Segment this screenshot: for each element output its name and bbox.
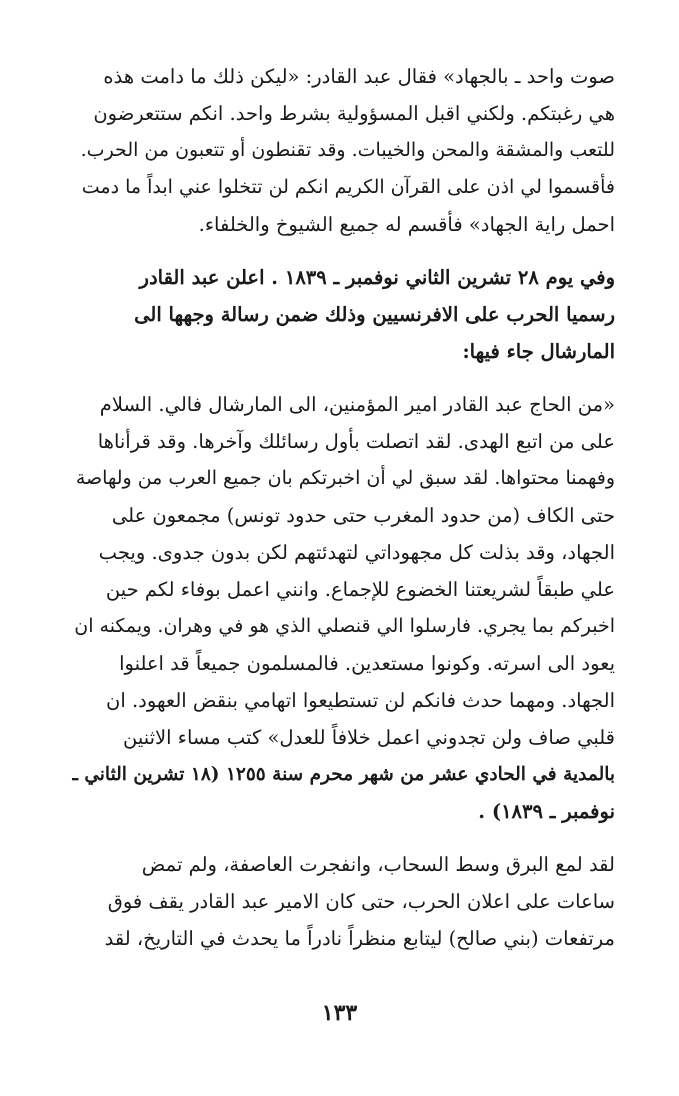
text-line: نوفمبر ـ ١٨٣٩) . (478, 800, 615, 823)
text-line: ساعات على اعلان الحرب، حتى كان الامير عبد القادر يقف فوق (107, 890, 615, 913)
paragraph-storm (70, 846, 615, 957)
text-line: الجهاد، وقد بذلت كل مجهوداتي لتهدئتهم لكن بدون جدوى. ويجب (98, 541, 615, 564)
text-line: اخبركم بما يجري. فارسلوا الي قنصلي الذي هو في وهران. ويمكنه ان (74, 615, 615, 637)
text-line: الجهاد. ومهما حدث فانكم لن تستطيعوا اتهامي بنقض العهود. ان (106, 689, 615, 712)
paragraph-letter (70, 386, 615, 830)
text-line: للتعب والمشقة والمحن والخيبات. وقد تقنطون أو تتعبون من الحرب. (80, 139, 615, 161)
page-number: ١٣٣ (321, 1000, 358, 1026)
text-line: على من اتبع الهدى. لقد اتصلت بأول رسائلك وآخرها. وقد قرأناها (97, 430, 615, 453)
paragraph-oath (70, 58, 615, 243)
text-line: المارشال جاء فيها: (462, 340, 615, 363)
text-line: رسميا الحرب على الافرنسيين وذلك ضمن رسالة وجهها الى (134, 303, 615, 326)
text-line: بالمدية في الحادي عشر من شهر محرم سنة ١٢٥٥ (١٨ تشرين الثاني ـ (72, 764, 615, 785)
text-line: قلبي صاف ولن تجدوني اعمل خلافاً للعدل» كتب مساء الاثنين (123, 726, 615, 749)
text-line: وفي يوم ٢٨ تشرين الثاني نوفمبر ـ ١٨٣٩ . اعلن عبد القادر (139, 266, 615, 289)
text-line: يعود الى اسرته. وكونوا مستعدين. فالمسلمون جميعاً قد اعلنوا (119, 652, 615, 675)
page-body (70, 58, 615, 957)
text-line: وفهمنا محتواها. لقد سبق لي أن اخبرتكم بان جميع العرب من ولهاصة (75, 467, 615, 489)
text-line: «من الحاج عبد القادر امير المؤمنين، الى المارشال فالي. السلام (99, 393, 615, 416)
text-line: لقد لمع البرق وسط السحاب، وانفجرت العاصفة، ولم تمض (141, 853, 615, 876)
paragraph-declaration (70, 259, 615, 370)
text-line: حتى الكاف (من حدود المغرب حتى حدود تونس) مجمعون على (111, 504, 615, 527)
text-line: احمل راية الجهاد» فأقسم له جميع الشيوخ والخلفاء. (198, 213, 615, 236)
text-line: مرتفعات (بني صالح) ليتابع منظراً نادراً ما يحدث في التاريخ، لقد (104, 927, 615, 950)
text-line: هي رغبتكم. ولكني اقبل المسؤولية بشرط واحد. انكم ستتعرضون (93, 102, 615, 125)
text-line: صوت واحد ـ بالجهاد» فقال عبد القادر: «ليكن ذلك ما دامت هذه (103, 65, 615, 88)
text-line: علي طبقاً لشريعتنا الخضوع للإجماع. وانني اعمل بوفاء لكم حين (105, 578, 615, 601)
text-line: فأقسموا لي اذن على القرآن الكريم انكم لن تتخلوا عني ابداً ما دمت (81, 176, 615, 198)
